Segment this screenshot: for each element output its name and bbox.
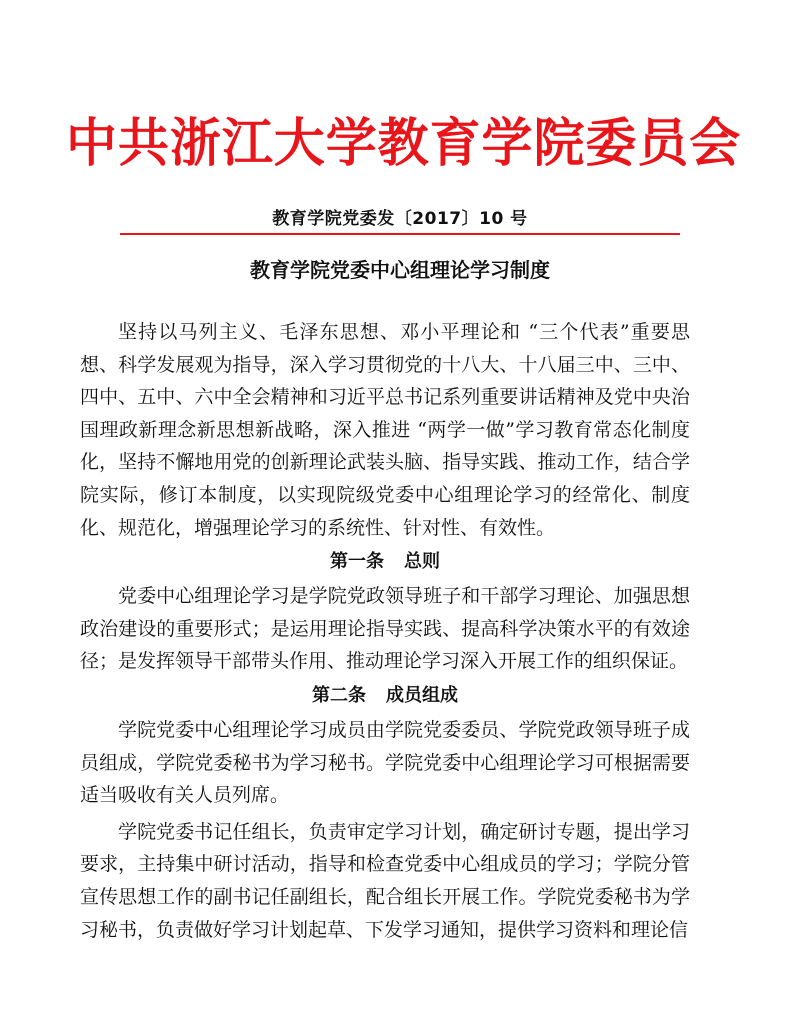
article-2-paragraph: 学院党委中心组理论学习成员由学院党委委员、学院党政领导班子成员组成，学院党委秘书为学习秘书。学院党委中心组理论学习可根据需要适当吸收有关人员列席。 (80, 718, 690, 807)
article-1-name: 总则 (404, 551, 440, 573)
article-2-name: 成员组成 (386, 684, 458, 706)
red-divider-line (120, 233, 680, 235)
article-2-number: 第二条 (312, 684, 366, 706)
document-title: 教育学院党委中心组理论学习制度 (250, 258, 550, 282)
document-body (80, 316, 690, 946)
article-1-paragraph: 党委中心组理论学习是学院党政领导班子和干部学习理论、加强思想政治建设的重要形式；是运用理论指导实践、提高科学决策水平的有效途径；是发挥领导干部带头作用、推动理论学习深入开展工作的组织保证。 (80, 585, 690, 673)
document-number: 教育学院党委发〔2017〕10 号 (272, 209, 528, 229)
article-2-paragraph: 学院党委书记任组长，负责审定学习计划，确定研讨专题，提出学习要求，主持集中研讨活动，指导和检查党委中心组成员的学习；学院分管宣传思想工作的副书记任副组长，配合组长开展工作。学院党委秘书为学习秘书，负责做好学习计划起草、下发学习通知，提供学习资料和理论信 (80, 820, 690, 941)
article-1-heading (80, 544, 690, 580)
article-1-number: 第一条 (330, 551, 384, 573)
article-2-heading (80, 678, 690, 714)
intro-paragraph: 坚持以马列主义、毛泽东思想、邓小平理论和 “三个代表”重要思想、科学发展观为指导，深入学习贯彻党的十八大、十八届三中、三中、四中、五中、六中全会精神和习近平总书记系列重要讲话精神及党中央治国理政新理念新思想新战略，深入推进 “两学一做”学习教育常态化制度化，坚持不懈地用党的创新理论武装头脑、指导实践、推动工作，结合学院实际，修订本制度，以实现院级党委中心组理论学习的经常化、制度化、规范化，增强理论学习的系统性、针对性、有效性。 (80, 321, 690, 539)
masthead-org-name: 中共浙江大学教育学院委员会 (66, 114, 742, 174)
